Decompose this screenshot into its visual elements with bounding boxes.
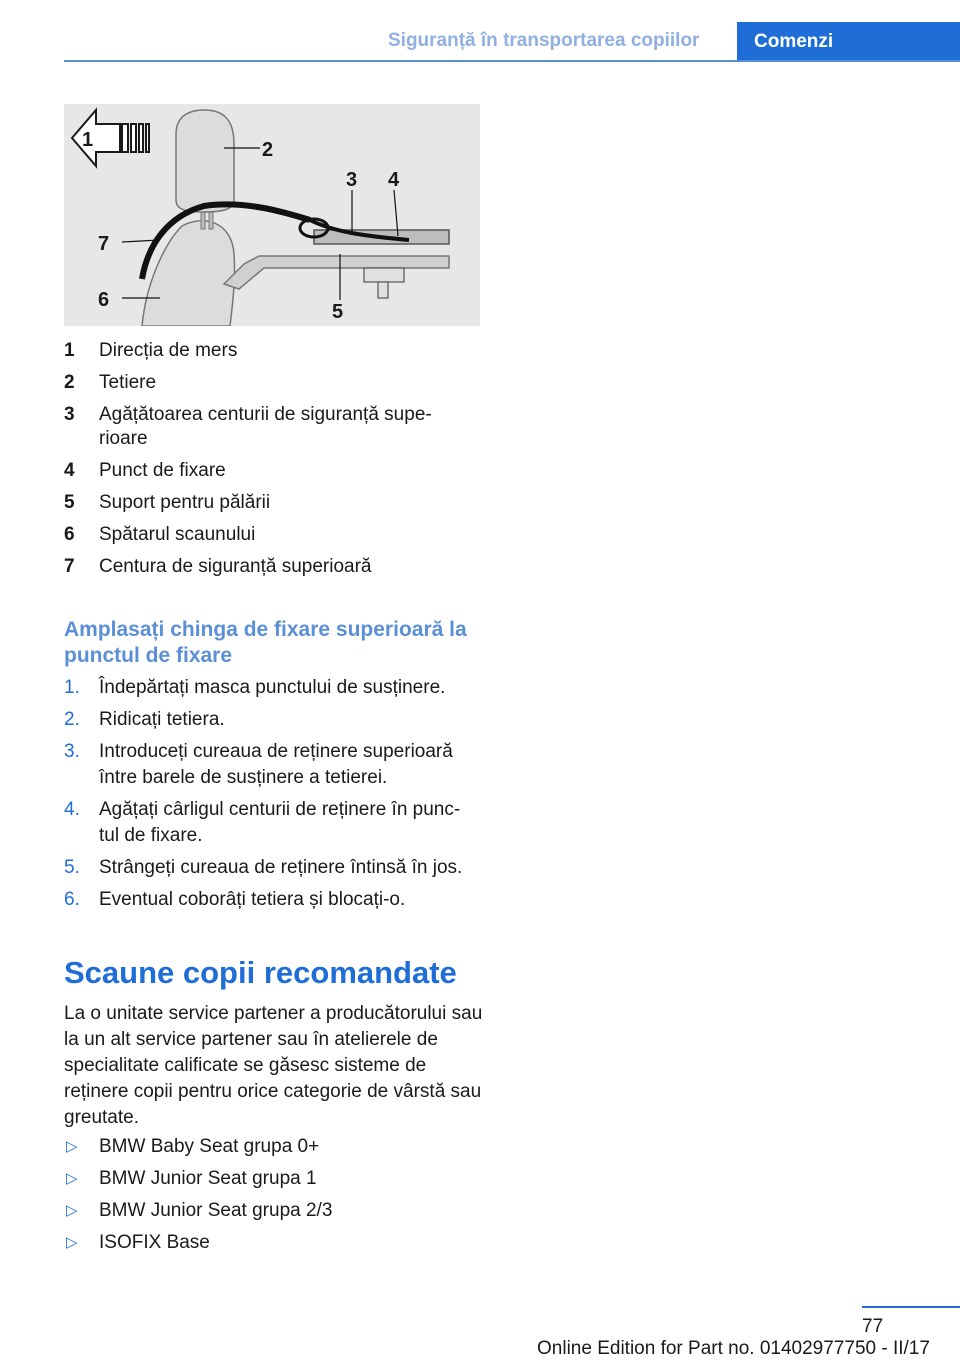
legend-text: Centura de siguranță superioară: [99, 556, 372, 577]
legend-text: Punct de fixare: [99, 460, 226, 481]
legend-item: [64, 403, 480, 451]
list-item-text: BMW Junior Seat grupa 2/3: [99, 1200, 333, 1221]
legend-number: 7: [64, 556, 75, 577]
legend-number: 3: [64, 404, 75, 425]
step-number: 2.: [64, 709, 80, 730]
legend-text: Spătarul scaunului: [99, 524, 256, 545]
step-item: [64, 887, 480, 913]
callout-2: 2: [262, 139, 274, 161]
section-title: Scaune copii recomandate: [64, 955, 457, 990]
legend-item: [64, 491, 480, 515]
legend-item: [64, 459, 480, 483]
list-item: [64, 1198, 480, 1224]
list-item-text: BMW Junior Seat grupa 1: [99, 1168, 317, 1189]
step-number: 1.: [64, 677, 80, 698]
legend-number: 1: [64, 340, 75, 361]
step-item: [64, 675, 480, 701]
footer-rule: [862, 1306, 960, 1308]
list-item: [64, 1166, 480, 1192]
page-number: 77: [862, 1316, 884, 1337]
edition-footer: Online Edition for Part no. 01402977750 - II/17: [537, 1338, 930, 1359]
chapter-tab-label: Comenzi: [754, 31, 834, 52]
callout-5: 5: [332, 301, 344, 323]
procedure-steps: [64, 675, 480, 919]
step-text: Ridicați tetiera.: [99, 709, 225, 730]
illustration-svg: [64, 104, 480, 326]
list-item: [64, 1134, 480, 1160]
triangle-bullet-icon: ▷: [66, 1138, 78, 1155]
step-number: 4.: [64, 799, 80, 820]
step-item: [64, 707, 480, 733]
callout-1: 1: [82, 129, 94, 151]
step-text: Îndepărtați masca punctului de susținere.: [99, 677, 446, 698]
step-item: [64, 797, 480, 849]
step-item: [64, 739, 480, 791]
step-number: 6.: [64, 889, 80, 910]
legend-text: Tetiere: [99, 372, 157, 393]
step-number: 3.: [64, 741, 80, 762]
legend-number: 2: [64, 372, 75, 393]
callout-3: 3: [346, 169, 358, 191]
step-text: Agățați cârligul centurii de reținere în punc- tul de fixare.: [99, 799, 461, 846]
running-header-section: Siguranță în transportarea copiilor: [388, 30, 700, 51]
callout-7: 7: [98, 233, 110, 255]
parcel-shelf-shape: [224, 256, 449, 289]
procedure-heading: Amplasați chinga de fixare superioară la punctul de fixare: [64, 618, 467, 667]
step-text: Introduceți cureaua de reținere superioară între barele de susținere a tetierei.: [99, 741, 453, 788]
triangle-bullet-icon: ▷: [66, 1170, 78, 1187]
callout-4: 4: [388, 169, 400, 191]
headrest-shape: [176, 110, 234, 212]
callout-6: 6: [98, 289, 110, 311]
figure-legend: [64, 339, 480, 587]
intro-paragraph: La o unitate service partener a producătorului sau la un alt service partener sau în atelierele de specialitate calificate se găsesc sisteme de reținere copii pentru orice categorie de vârstă sau greutate.: [64, 1003, 483, 1128]
header-rule: [64, 60, 960, 62]
list-item-text: BMW Baby Seat grupa 0+: [99, 1136, 320, 1157]
legend-item: [64, 371, 480, 395]
legend-text: Agățătoarea centurii de siguranță supe- rioare: [99, 404, 432, 449]
legend-text: Direcția de mers: [99, 340, 238, 361]
chapter-tab: [737, 22, 960, 62]
headrest-tether-illustration: [64, 104, 480, 326]
list-item: [64, 1230, 480, 1256]
triangle-bullet-icon: ▷: [66, 1202, 78, 1219]
step-text: Eventual coborâți tetiera și blocați-o.: [99, 889, 406, 910]
recommended-seats-list: [64, 1134, 480, 1262]
triangle-bullet-icon: ▷: [66, 1234, 78, 1251]
legend-item: [64, 523, 480, 547]
legend-item: [64, 555, 480, 579]
legend-text: Suport pentru pălării: [99, 492, 271, 513]
list-item-text: ISOFIX Base: [99, 1232, 210, 1253]
legend-number: 6: [64, 524, 75, 545]
step-number: 5.: [64, 857, 80, 878]
legend-number: 5: [64, 492, 75, 513]
legend-item: [64, 339, 480, 363]
step-text: Strângeți cureaua de reținere întinsă în jos.: [99, 857, 463, 878]
step-item: [64, 855, 480, 881]
legend-number: 4: [64, 460, 75, 481]
